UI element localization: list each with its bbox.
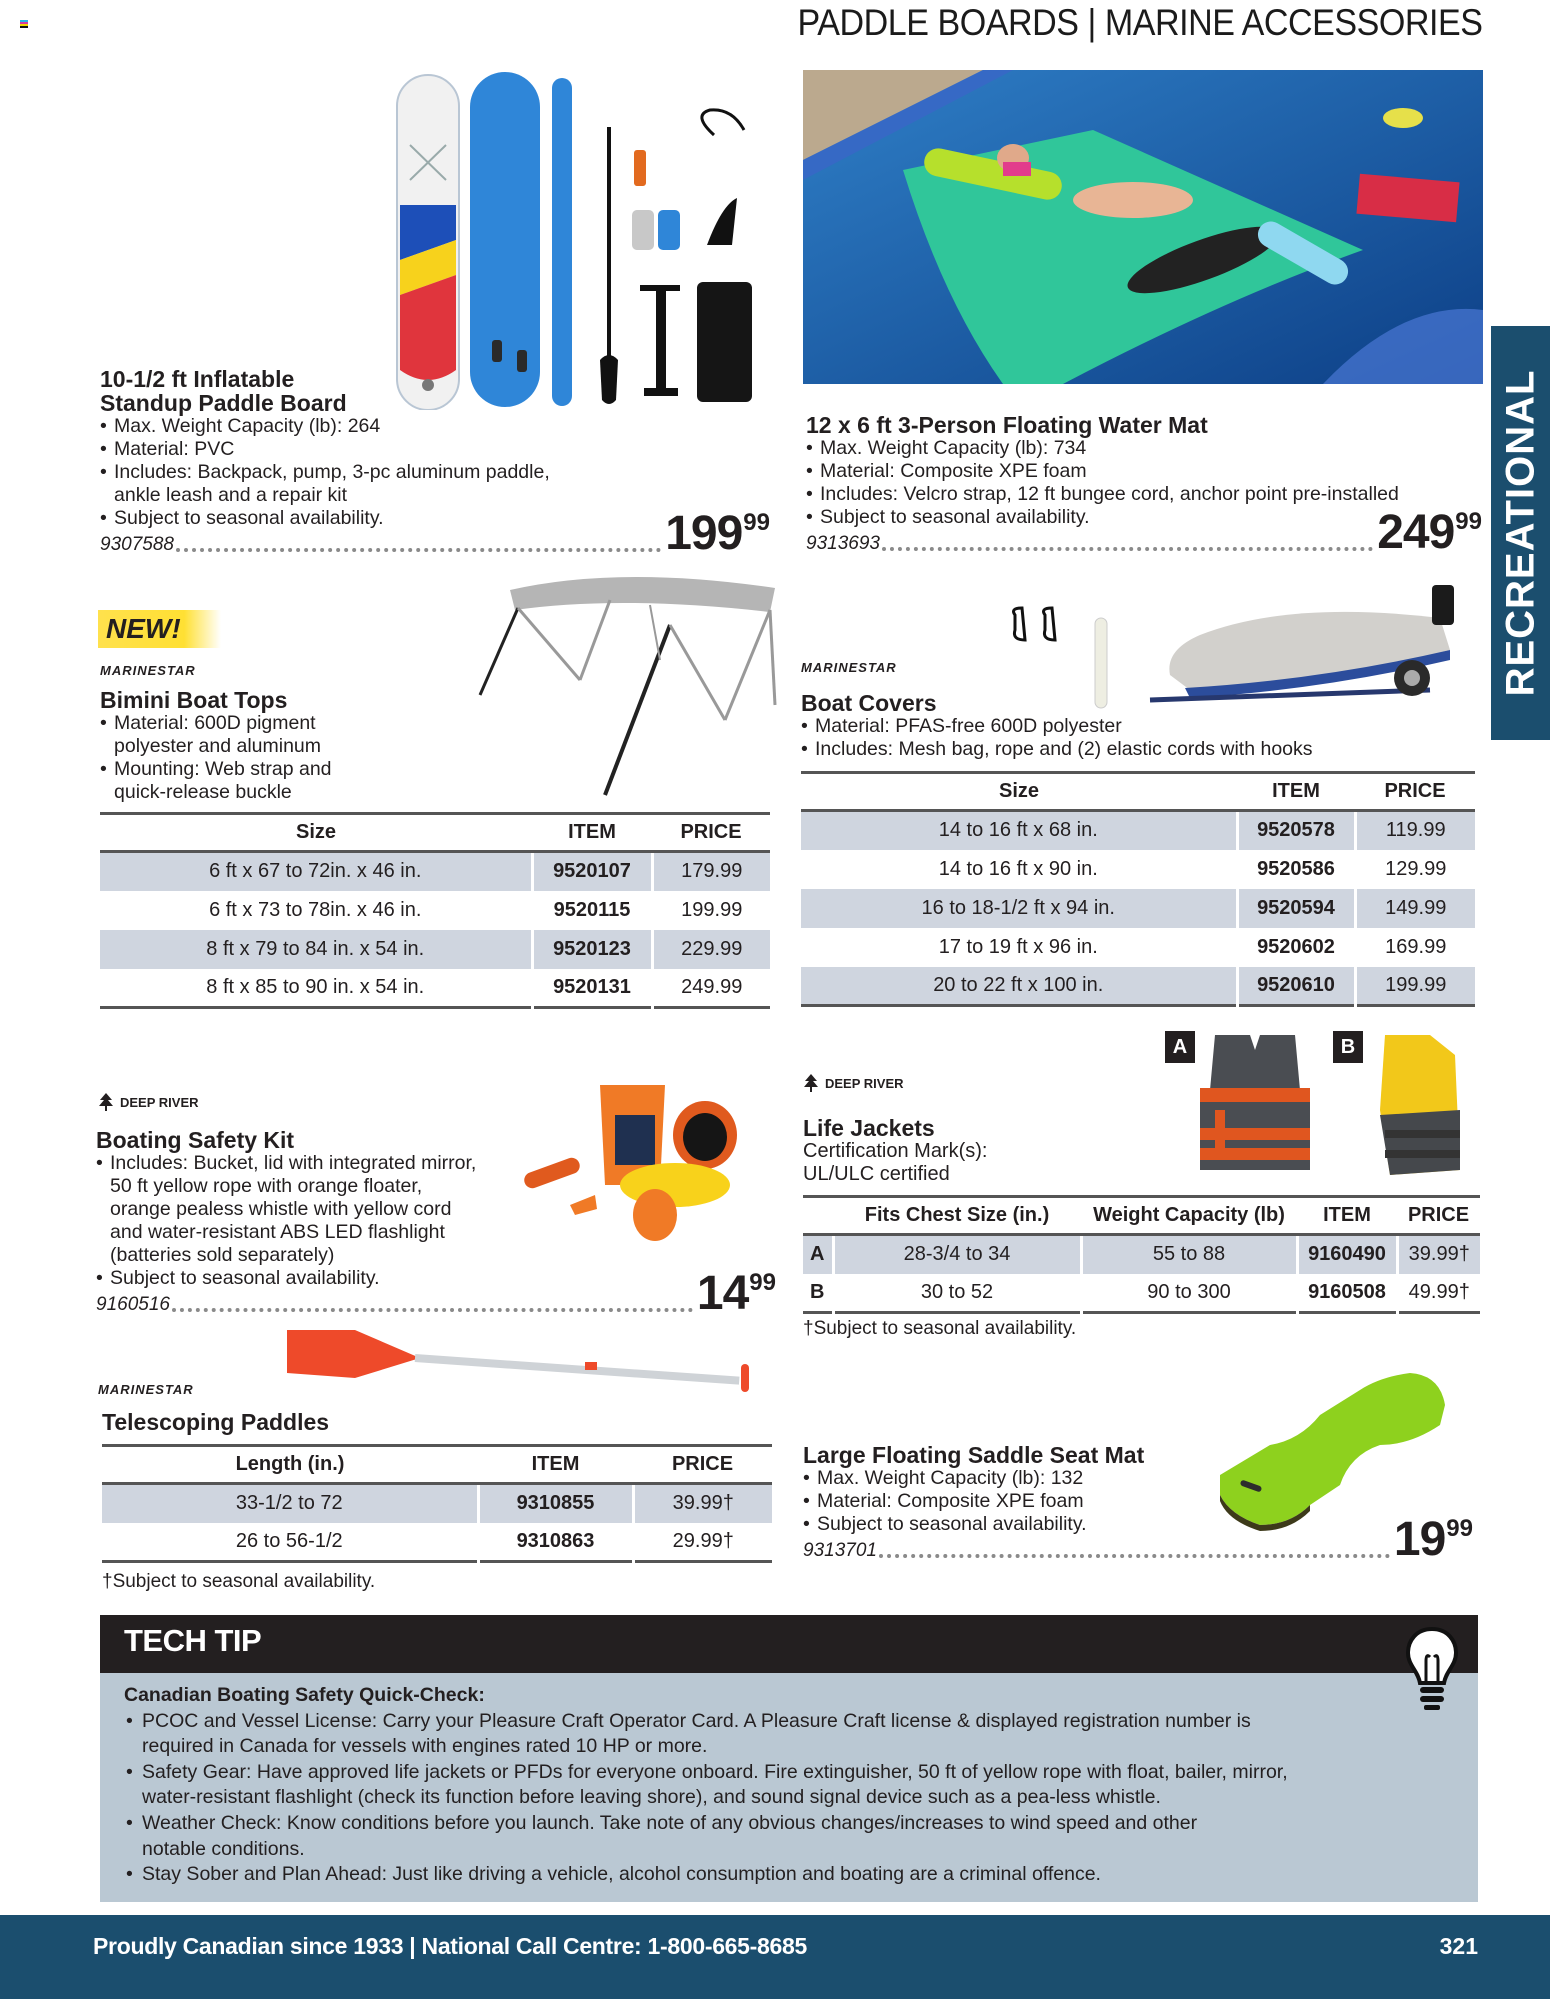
cell-price: 119.99 <box>1355 811 1475 850</box>
cell-variant: B <box>810 1280 825 1303</box>
column-header-item: ITEM <box>478 1446 633 1484</box>
column-header-item: ITEM <box>532 814 652 852</box>
cell-weight-capacity: 90 to 300 <box>1081 1274 1297 1313</box>
cell-item: 9520602 <box>1237 928 1355 967</box>
cell-size: 6 ft x 73 to 78in. x 46 in. <box>209 898 422 921</box>
cell-item: 9520131 <box>532 969 652 1008</box>
cell-item: 9520115 <box>532 891 652 930</box>
column-header-size: Size <box>100 814 532 852</box>
cell-size: 8 ft x 79 to 84 in. x 54 in. <box>100 930 532 969</box>
cell-item: 9520123 <box>532 930 652 969</box>
feature-item: • Subject to seasonal availability. <box>803 1513 1473 1536</box>
sku-number: 9313693 <box>806 533 880 554</box>
cell-size: 17 to 19 ft x 96 in. <box>938 935 1098 958</box>
cell-length: 26 to 56-1/2 <box>235 1529 343 1552</box>
tech-tip-list <box>124 1709 1454 1888</box>
feature-item: • Includes: Mesh bag, rope and (2) elastic cords with hooks <box>801 738 1481 761</box>
price-cents: 99 <box>749 1269 776 1296</box>
cell-price: 129.99 <box>1355 850 1475 889</box>
product-safety-kit <box>96 1127 776 1320</box>
cell-item: 9520594 <box>1237 889 1355 928</box>
tech-tip-line: • Weather Check: Know conditions before you launch. Take note of any obvious changes/increases to wind speed and other <box>142 1811 1198 1834</box>
product-paddle-board <box>100 366 770 560</box>
cell-item: 9160490 <box>1297 1235 1397 1274</box>
column-header-size: Size <box>801 773 1237 811</box>
tech-tip-line: required in Canada for vessels with engines rated 10 HP or more. <box>142 1735 708 1758</box>
table-row <box>100 891 770 930</box>
cell-size: 14 to 16 ft x 68 in. <box>801 811 1237 850</box>
feature-item: • Subject to seasonal availability. <box>806 506 1482 529</box>
price-dollars: 14 <box>696 1267 749 1320</box>
new-badge <box>98 610 221 648</box>
product-title: Bimini Boat Tops <box>100 687 288 713</box>
product-title: Boating Safety Kit <box>96 1127 295 1153</box>
column-header-price: PRICE <box>652 814 770 852</box>
product-title: Large Floating Saddle Seat Mat <box>803 1442 1145 1468</box>
cell-chest-size: 28-3/4 to 34 <box>833 1235 1081 1274</box>
cell-price: 229.99 <box>652 930 770 969</box>
tech-tip-panel <box>100 1615 1478 1902</box>
feature-item: • Material: PFAS-free 600D polyester <box>801 715 1481 738</box>
price-dollars: 199 <box>665 507 743 560</box>
feature-list <box>803 1467 1473 1536</box>
table-header-row <box>803 1197 1480 1235</box>
new-badge-label: NEW! <box>98 610 221 648</box>
cell-price: 179.99 <box>652 852 770 891</box>
cell-weight-capacity: 55 to 88 <box>1081 1235 1297 1274</box>
cell-chest-size: 30 to 52 <box>833 1274 1081 1313</box>
table-row <box>801 811 1475 850</box>
feature-item-continued: and water-resistant ABS LED flashlight <box>110 1221 445 1243</box>
cell-size: 8 ft x 85 to 90 in. x 54 in. <box>206 975 425 998</box>
tech-tip-item <box>124 1862 1454 1888</box>
sku-number: 9313701 <box>803 1540 877 1561</box>
cell-item: 9520578 <box>1237 811 1355 850</box>
life-jacket-b-image <box>1375 1030 1475 1180</box>
table-row <box>801 889 1475 928</box>
feature-item-continued: quick-release buckle <box>114 781 292 803</box>
leader-dots <box>882 547 1373 551</box>
section-tab-label: RECREATIONAL <box>1498 369 1542 697</box>
brand-logo-marinestar: MARINESTAR <box>801 660 897 675</box>
brand-logo-deep-river <box>801 1073 904 1093</box>
feature-item-continued: orange pealess whistle with yellow cord <box>110 1198 452 1220</box>
column-header-price: PRICE <box>633 1446 772 1484</box>
cell-item: 9520107 <box>532 852 652 891</box>
feature-item-continued: ankle leash and a repair kit <box>114 484 348 506</box>
table-row <box>100 969 770 1008</box>
price-dollars: 19 <box>1393 1513 1446 1566</box>
feature-item-continued: 50 ft yellow rope with orange floater, <box>110 1175 423 1197</box>
product-title: Telescoping Paddles <box>102 1409 330 1435</box>
product-telescoping-paddles <box>102 1410 772 1434</box>
bimini-size-table <box>100 812 770 1009</box>
print-registration-mark <box>20 20 28 29</box>
feature-list <box>100 712 770 804</box>
column-header-weight-capacity: Weight Capacity (lb) <box>1081 1197 1297 1235</box>
table-row <box>100 852 770 891</box>
boat-cover-size-table <box>801 771 1475 1007</box>
price-dollars: 249 <box>1377 506 1455 559</box>
cell-length: 33-1/2 to 72 <box>102 1484 478 1523</box>
cell-price: 249.99 <box>652 969 770 1008</box>
feature-item: • Max. Weight Capacity (lb): 132 <box>803 1467 1473 1490</box>
tech-tip-heading: Canadian Boating Safety Quick-Check: <box>124 1684 485 1706</box>
brand-name: DEEP RIVER <box>825 1075 904 1091</box>
feature-item: • Includes: Backpack, pump, 3-pc aluminum paddle, <box>100 461 770 484</box>
sku-number: 9307588 <box>100 534 174 555</box>
cell-item: 9160508 <box>1297 1274 1397 1313</box>
column-header-item: ITEM <box>1237 773 1355 811</box>
tech-tip-item <box>124 1709 1454 1760</box>
price-cents: 99 <box>743 509 770 536</box>
column-header-length: Length (in.) <box>102 1446 478 1484</box>
feature-list <box>801 715 1481 761</box>
water-mat-image <box>803 70 1483 384</box>
tech-tip-item <box>124 1760 1454 1811</box>
product-title: 12 x 6 ft 3-Person Floating Water Mat <box>806 412 1208 438</box>
product-title-line: 10-1/2 ft Inflatable <box>100 366 295 392</box>
table-row <box>803 1274 1480 1313</box>
feature-item: • Includes: Bucket, lid with integrated mirror, <box>96 1152 776 1175</box>
cell-price: 29.99† <box>633 1523 772 1562</box>
feature-item: • Max. Weight Capacity (lb): 264 <box>100 415 770 438</box>
product-saddle-seat-mat <box>803 1442 1473 1566</box>
cell-size: 14 to 16 ft x 90 in. <box>938 857 1098 880</box>
leader-dots <box>176 548 661 552</box>
leader-dots <box>879 1554 1390 1558</box>
column-header-variant <box>803 1197 833 1235</box>
product-water-mat <box>806 412 1482 559</box>
cell-variant: A <box>803 1235 833 1274</box>
feature-item: • Material: PVC <box>100 438 770 461</box>
product-title: Life Jackets <box>803 1115 935 1141</box>
paddle-board-image <box>392 70 772 410</box>
product-title: Boat Covers <box>801 690 937 716</box>
column-header-price: PRICE <box>1355 773 1475 811</box>
product-bimini <box>100 688 770 804</box>
cell-item: 9520610 <box>1237 967 1355 1006</box>
tech-tip-header: TECH TIP <box>100 1615 1478 1673</box>
page-title: PADDLE BOARDS | MARINE ACCESSORIES <box>797 2 1482 43</box>
tree-icon <box>96 1092 116 1112</box>
cell-price: 199.99 <box>652 891 770 930</box>
feature-item-continued: polyester and aluminum <box>114 735 322 757</box>
cell-price: 169.99 <box>1355 928 1475 967</box>
cell-item: 9310855 <box>478 1484 633 1523</box>
cell-price: 199.99 <box>1355 967 1475 1006</box>
price-cents: 99 <box>1446 1515 1473 1542</box>
feature-list <box>806 437 1482 529</box>
product-life-jackets <box>803 1116 1203 1186</box>
cell-price: 39.99† <box>633 1484 772 1523</box>
image-label-b: B <box>1333 1031 1363 1063</box>
tech-tip-item <box>124 1811 1454 1862</box>
certification-label: Certification Mark(s): <box>803 1140 988 1162</box>
telescoping-paddle-image <box>285 1328 755 1408</box>
feature-item-continued: (batteries sold separately) <box>110 1244 335 1266</box>
tech-tip-line: • Safety Gear: Have approved life jackets or PFDs for everyone onboard. Fire extinguisher, 50 ft of yellow rope with float, bailer, mirror, <box>142 1760 1288 1783</box>
price-cents: 99 <box>1455 508 1482 535</box>
cell-item: 9520586 <box>1237 850 1355 889</box>
feature-item: • Subject to seasonal availability. <box>96 1267 776 1290</box>
table-row <box>803 1235 1480 1274</box>
tech-tip-line: water-resistant flashlight (check its function before leaving shore), and sound signal device such as a pea-less whistle. <box>142 1786 1161 1809</box>
table-row <box>801 850 1475 889</box>
tech-tip-content <box>100 1673 1478 1888</box>
feature-item: • Max. Weight Capacity (lb): 734 <box>806 437 1482 460</box>
product-title <box>100 367 770 415</box>
feature-item: • Material: Composite XPE foam <box>806 460 1482 483</box>
cell-item: 9310863 <box>478 1523 633 1562</box>
feature-list <box>100 415 770 530</box>
cell-price: 39.99† <box>1397 1235 1480 1274</box>
cell-price: 49.99† <box>1397 1274 1480 1313</box>
footer-contact: Proudly Canadian since 1933 | National Call Centre: 1-800-665-8685 <box>93 1933 807 1959</box>
brand-logo-marinestar: MARINESTAR <box>100 663 196 678</box>
cell-size: 6 ft x 67 to 72in. x 46 in. <box>100 852 532 891</box>
table-row <box>801 928 1475 967</box>
table-row <box>102 1523 772 1562</box>
page-footer <box>0 1915 1550 1999</box>
column-header-chest-size: Fits Chest Size (in.) <box>833 1197 1081 1235</box>
column-header-item: ITEM <box>1297 1197 1397 1235</box>
feature-item: • Material: 600D pigment <box>100 712 770 735</box>
feature-item: • Includes: Velcro strap, 12 ft bungee cord, anchor point pre-installed <box>806 483 1482 506</box>
paddle-length-table <box>102 1444 772 1593</box>
feature-item: • Mounting: Web strap and <box>100 758 770 781</box>
cell-price: 149.99 <box>1355 889 1475 928</box>
cell-size: 20 to 22 ft x 100 in. <box>801 967 1237 1006</box>
feature-item: • Subject to seasonal availability. <box>100 507 770 530</box>
feature-item: • Material: Composite XPE foam <box>803 1490 1473 1513</box>
table-header-row <box>102 1446 772 1484</box>
sku-number: 9160516 <box>96 1294 170 1315</box>
tech-tip-line: • PCOC and Vessel License: Carry your Pleasure Craft Operator Card. A Pleasure Craft license & displayed registration number is <box>142 1709 1251 1732</box>
table-header-row <box>801 773 1475 811</box>
leader-dots <box>172 1308 693 1312</box>
footnote: †Subject to seasonal availability. <box>803 1318 1077 1339</box>
section-tab-recreational[interactable] <box>1491 326 1550 740</box>
product-title-line: Standup Paddle Board <box>100 390 347 416</box>
page-number: 321 <box>1439 1933 1478 1959</box>
feature-list <box>96 1152 776 1290</box>
brand-logo-marinestar: MARINESTAR <box>98 1382 194 1397</box>
table-row <box>100 930 770 969</box>
table-row <box>801 967 1475 1006</box>
footnote: †Subject to seasonal availability. <box>102 1571 376 1592</box>
image-label-a: A <box>1165 1031 1195 1063</box>
brand-name: DEEP RIVER <box>120 1094 199 1110</box>
tech-tip-line: notable conditions. <box>142 1837 305 1860</box>
table-header-row <box>100 814 770 852</box>
product-boat-covers <box>801 691 1481 761</box>
brand-logo-deep-river <box>96 1092 199 1112</box>
tree-icon <box>801 1073 821 1093</box>
column-header-price: PRICE <box>1397 1197 1480 1235</box>
table-row <box>102 1484 772 1523</box>
cell-size: 16 to 18-1/2 ft x 94 in. <box>801 889 1237 928</box>
certification-value: UL/ULC certified <box>803 1163 950 1185</box>
lightbulb-icon <box>1404 1625 1460 1711</box>
life-jacket-table <box>803 1195 1480 1340</box>
tech-tip-line: • Stay Sober and Plan Ahead: Just like driving a vehicle, alcohol consumption and boating are a criminal offence. <box>142 1863 1101 1886</box>
